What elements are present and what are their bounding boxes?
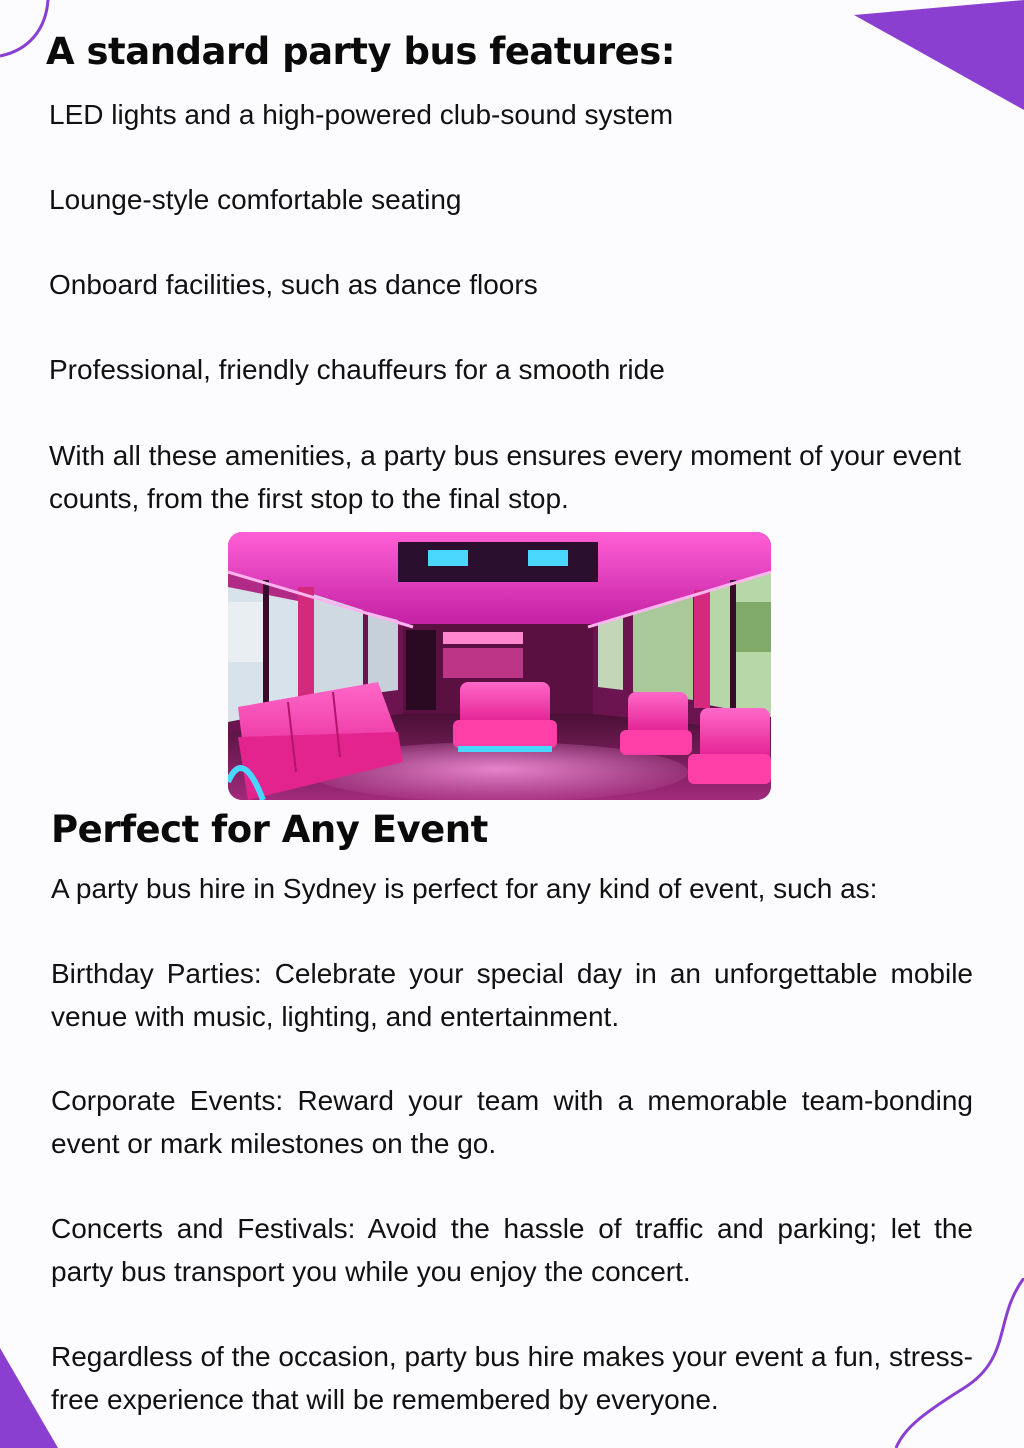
feature-item-facilities: Onboard facilities, such as dance floors — [49, 269, 538, 300]
events-closing: Regardless of the occasion, party bus hire makes your event a fun, stress-free experience that will be remembered by everyone. — [51, 1341, 973, 1415]
party-bus-interior-photo — [228, 532, 771, 800]
feature-item-seating: Lounge-style comfortable seating — [49, 184, 462, 215]
features-heading: A standard party bus features: — [46, 30, 676, 73]
events-heading: Perfect for Any Event — [51, 808, 488, 851]
feature-item-chauffeurs: Professional, friendly chauffeurs for a smooth ride — [49, 354, 665, 385]
features-summary: With all these amenities, a party bus ensures every moment of your event counts, from the first stop to the final stop. — [49, 440, 961, 514]
event-item-concerts: Concerts and Festivals: Avoid the hassle of traffic and parking; let the party bus transport you while you enjoy the concert. — [51, 1213, 973, 1287]
events-intro: A party bus hire in Sydney is perfect for any kind of event, such as: — [51, 873, 878, 904]
feature-item-led: LED lights and a high-powered club-sound system — [49, 99, 674, 130]
event-item-birthday: Birthday Parties: Celebrate your special day in an unforgettable mobile venue with music, lighting, and entertainment. — [51, 958, 973, 1032]
event-item-corporate: Corporate Events: Reward your team with a memorable team-bonding event or mark milestones on the go. — [51, 1085, 973, 1159]
